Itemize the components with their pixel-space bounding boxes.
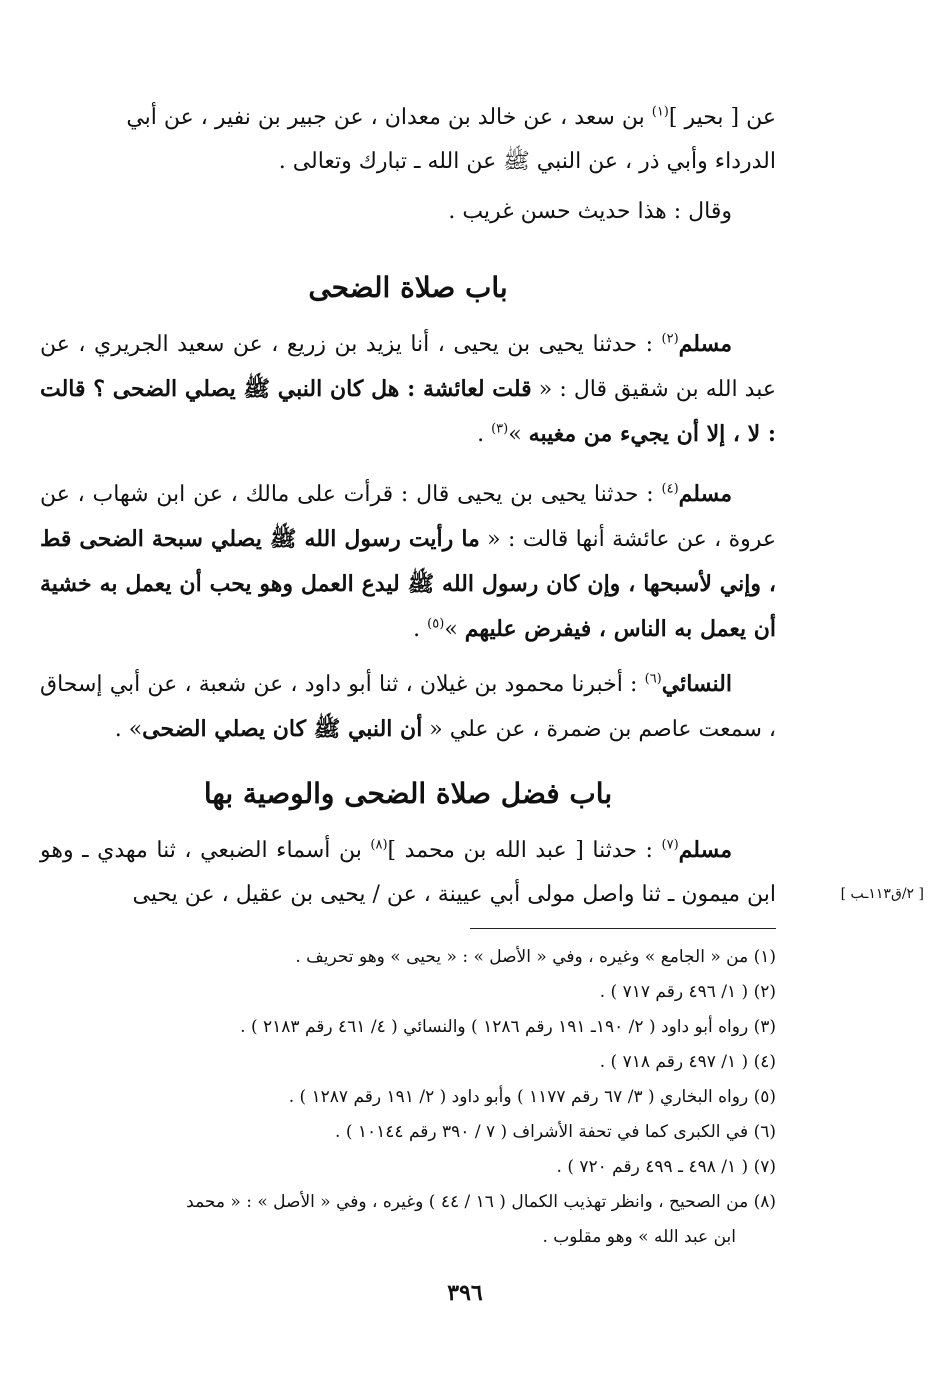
footnote-ref-4: (٤) <box>661 481 679 497</box>
source-name: مسلم <box>678 331 732 357</box>
intro-text <box>40 96 776 234</box>
hadith-text: أن النبي ﷺ كان يصلي الضحى <box>142 716 423 742</box>
footnote-ref-3: (٣) <box>491 421 509 437</box>
hadith-text: ما رأيت رسول الله ﷺ يصلي سبحة الضحى قط ، وإني لأسبحها ، وإن كان رسول الله ﷺ ليدع العمل وهو يحب أن يعمل به خشية أن يعمل به الناس ، فيفرض عليهم <box>40 526 776 642</box>
intro-line-2: الدرداء وأبي ذر ، عن النبي ﷺ عن الله ـ تبارك وتعالى . <box>278 149 776 174</box>
footnote-2: (٢) ( ١/ ٤٩٦ رقم ٧١٧ ) . <box>599 982 776 1002</box>
footnote-ref-7: (٧) <box>661 837 679 853</box>
chapter-heading-2: باب فضل صلاة الضحى والوصية بها <box>203 777 613 810</box>
intro-line-1: عن [ بحير ]$^{(١)}$ بن سعد ، عن خالد بن معدان ، عن جبير بن نفير ، عن أبي <box>126 104 776 130</box>
footnote-8: (٨) من الصحيح ، وانظر تهذيب الكمال ( ١٦ / ٤٤ ) وغيره ، وفي « الأصل » : « محمد <box>186 1192 776 1212</box>
source-name: مسلم <box>678 837 732 863</box>
source-name: مسلم <box>678 481 732 507</box>
hadith-paragraph-4: مسلم$^{(٧)}$ : حدثنا [ عبد الله بن محمد ]$^{(٨)}$ بن أسماء الضبعي ، ثنا مهدي ـ وهو ابن ميمون ـ ثنا واصل مولى أبي عيينة ، عن / يحيى بن عقيل ، عن يحيى <box>40 837 776 907</box>
hadith-text: قلت لعائشة : هل كان النبي ﷺ يصلي الضحى ؟ قالت : لا ، إلا أن يجيء من مغيبه <box>40 376 776 447</box>
footnote-ref-8: (٨) <box>370 837 388 853</box>
footnote-1: (١) من « الجامع » وغيره ، وفي « الأصل » : « يحيى » وهو تحريف . <box>295 947 776 967</box>
footnote-ref-1: (١) <box>651 104 669 120</box>
page-number: ٣٩٦ <box>447 1280 483 1306</box>
hadith-paragraph-2: مسلم$^{(٤)}$ : حدثنا يحيى بن يحيى قال : قرأت على مالك ، عن ابن شهاب ، عن عروة ، عن عائشة أنها قالت : « ما رأيت رسول الله ﷺ يصلي سبحة الضحى قط ، وإني لأسبحها ، وإن كان رسول الله ﷺ ليدع العمل وهو يحب أن يعمل به خشية أن يعمل به الناس ، فيفرض عليهم »$^{(٥)}$ . <box>40 481 776 642</box>
footnote-8-continued: ابن عبد الله » وهو مقلوب . <box>542 1227 736 1247</box>
footnotes <box>40 940 776 1255</box>
footnote-ref-6: (٦) <box>644 671 662 687</box>
footnote-4: (٤) ( ١/ ٤٩٧ رقم ٧١٨ ) . <box>599 1052 776 1072</box>
source-name: النسائي <box>661 671 732 697</box>
footnote-separator <box>470 928 776 929</box>
hadith-paragraph-1: مسلم$^{(٢)}$ : حدثنا يحيى بن يحيى ، أنا يزيد بن زريع ، عن سعيد الجريري ، عن عبد الله بن شقيق قال : « قلت لعائشة : هل كان النبي ﷺ يصلي الضحى ؟ قالت : لا ، إلا أن يجيء من مغيبه »$^{(٣)}$ . <box>40 331 776 447</box>
footnote-6: (٦) في الكبرى كما في تحفة الأشراف ( ٧ / ٣٩٠ رقم ١٠١٤٤ ) . <box>335 1122 776 1142</box>
footnote-3: (٣) رواه أبو داود ( ٢/ ١٩٠ـ ١٩١ رقم ١٢٨٦ ) والنسائي ( ٤/ ٤٦١ رقم ٢١٨٣ ) . <box>240 1017 776 1037</box>
chapter-heading-1: باب صلاة الضحى <box>308 271 508 304</box>
footnote-5: (٥) رواه البخاري ( ٣/ ٦٧ رقم ١١٧٧ ) وأبو داود ( ٢/ ١٩١ رقم ١٢٨٧ ) . <box>288 1087 776 1107</box>
intro-line-3: وقال : هذا حديث حسن غريب . <box>448 199 732 224</box>
footnote-7: (٧) ( ١/ ٤٩٨ ـ ٤٩٩ رقم ٧٢٠ ) . <box>556 1157 776 1177</box>
footnote-ref-5: (٥) <box>427 616 445 632</box>
footnote-ref-2: (٢) <box>661 331 679 347</box>
hadith-paragraph-3: النسائي$^{(٦)}$ : أخبرنا محمود بن غيلان ، ثنا أبو داود ، عن شعبة ، عن أبي إسحاق ، سمعت عاصم بن ضمرة ، عن علي « أن النبي ﷺ كان يصلي الضحى» . <box>40 671 776 742</box>
manuscript-folio-reference: [ ٢/ق١١٣ـب ] <box>840 886 924 902</box>
